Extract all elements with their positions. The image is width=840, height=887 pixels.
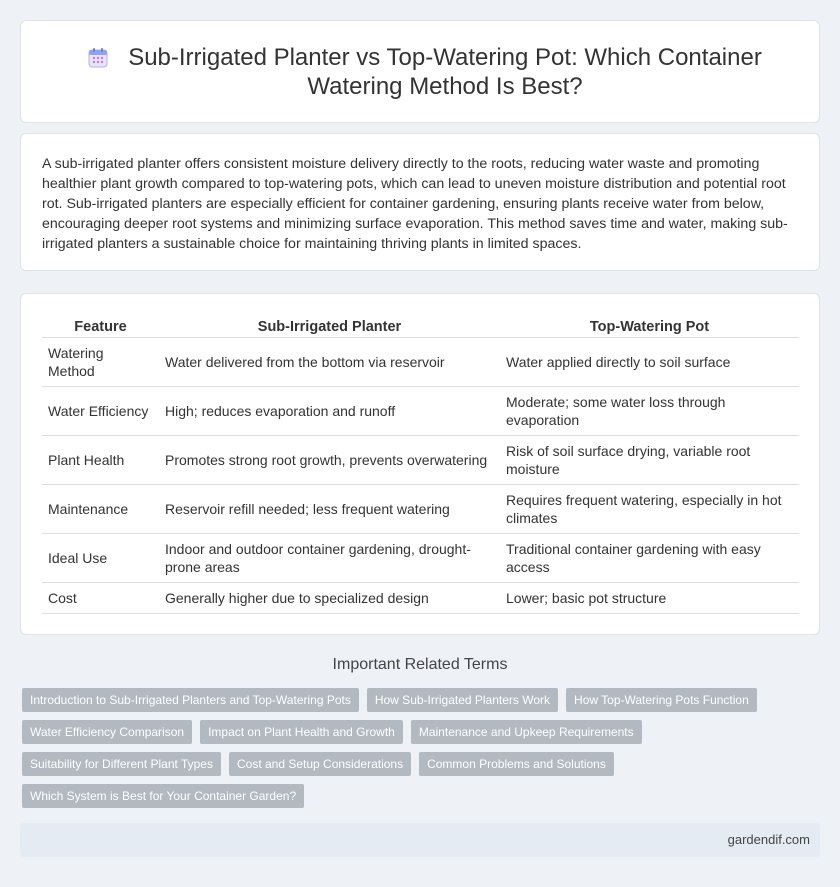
table-cell-feature: Maintenance — [42, 484, 159, 533]
table-cell-top-watering: Requires frequent watering, especially in hot climates — [500, 484, 799, 533]
table-row — [42, 337, 799, 386]
table-cell-sub-irrigated: Indoor and outdoor container gardening, drought-prone areas — [159, 533, 500, 582]
table-header-row — [42, 314, 799, 337]
related-term-tag[interactable]: Impact on Plant Health and Growth — [200, 720, 403, 744]
related-term-tag[interactable]: Water Efficiency Comparison — [22, 720, 192, 744]
related-term-tag[interactable]: Cost and Setup Considerations — [229, 752, 411, 776]
comparison-table-card — [20, 293, 820, 635]
table-row — [42, 435, 799, 484]
column-header-sub-irrigated: Sub-Irrigated Planter — [159, 314, 500, 337]
table-cell-feature: Plant Health — [42, 435, 159, 484]
table-cell-top-watering: Moderate; some water loss through evaporation — [500, 386, 799, 435]
column-header-feature: Feature — [42, 314, 159, 337]
related-term-tag[interactable]: Introduction to Sub-Irrigated Planters and Top-Watering Pots — [22, 688, 359, 712]
table-cell-sub-irrigated: Water delivered from the bottom via reservoir — [159, 337, 500, 386]
table-cell-sub-irrigated: High; reduces evaporation and runoff — [159, 386, 500, 435]
table-row — [42, 386, 799, 435]
footer-site-link[interactable]: gardendif.com — [727, 832, 810, 847]
table-cell-feature: Cost — [42, 582, 159, 613]
footer — [20, 823, 820, 857]
table-cell-sub-irrigated: Reservoir refill needed; less frequent watering — [159, 484, 500, 533]
comparison-table — [42, 314, 799, 614]
intro-paragraph: A sub-irrigated planter offers consistent moisture delivery directly to the roots, reducing water waste and promoting healthier plant growth compared to top-watering pots, which can lead to uneven moisture distribution and potential root rot. Sub-irrigated planters are especially efficient for container gardening, ensuring plants receive water from below, encouraging deeper root systems and minimizing surface evaporation. This method saves time and water, making sub-irrigated planters a sustainable choice for maintaining thriving plants in limited spaces. — [42, 156, 788, 252]
table-row — [42, 582, 799, 613]
intro-card — [20, 133, 820, 271]
related-terms-list — [22, 688, 812, 816]
related-term-tag[interactable]: Maintenance and Upkeep Requirements — [411, 720, 642, 744]
table-cell-sub-irrigated: Promotes strong root growth, prevents overwatering — [159, 435, 500, 484]
column-header-top-watering: Top-Watering Pot — [500, 314, 799, 337]
page-title: Sub-Irrigated Planter vs Top-Watering Pot: Which Container Watering Method Is Best? — [128, 44, 762, 100]
table-cell-feature: Watering Method — [42, 337, 159, 386]
table-cell-top-watering: Risk of soil surface drying, variable root moisture — [500, 435, 799, 484]
table-cell-top-watering: Traditional container gardening with easy access — [500, 533, 799, 582]
table-cell-feature: Water Efficiency — [42, 386, 159, 435]
related-term-tag[interactable]: Which System is Best for Your Container Garden? — [22, 784, 304, 808]
related-term-tag[interactable]: How Sub-Irrigated Planters Work — [367, 688, 558, 712]
related-term-tag[interactable]: Suitability for Different Plant Types — [22, 752, 221, 776]
related-term-tag[interactable]: How Top-Watering Pots Function — [566, 688, 757, 712]
table-row — [42, 484, 799, 533]
related-term-tag[interactable]: Common Problems and Solutions — [419, 752, 614, 776]
table-cell-sub-irrigated: Generally higher due to specialized design — [159, 582, 500, 613]
related-terms-title: Important Related Terms — [332, 656, 508, 673]
table-row — [42, 533, 799, 582]
header-card — [20, 20, 820, 123]
table-cell-top-watering: Water applied directly to soil surface — [500, 337, 799, 386]
table-cell-top-watering: Lower; basic pot structure — [500, 582, 799, 613]
table-cell-feature: Ideal Use — [42, 533, 159, 582]
